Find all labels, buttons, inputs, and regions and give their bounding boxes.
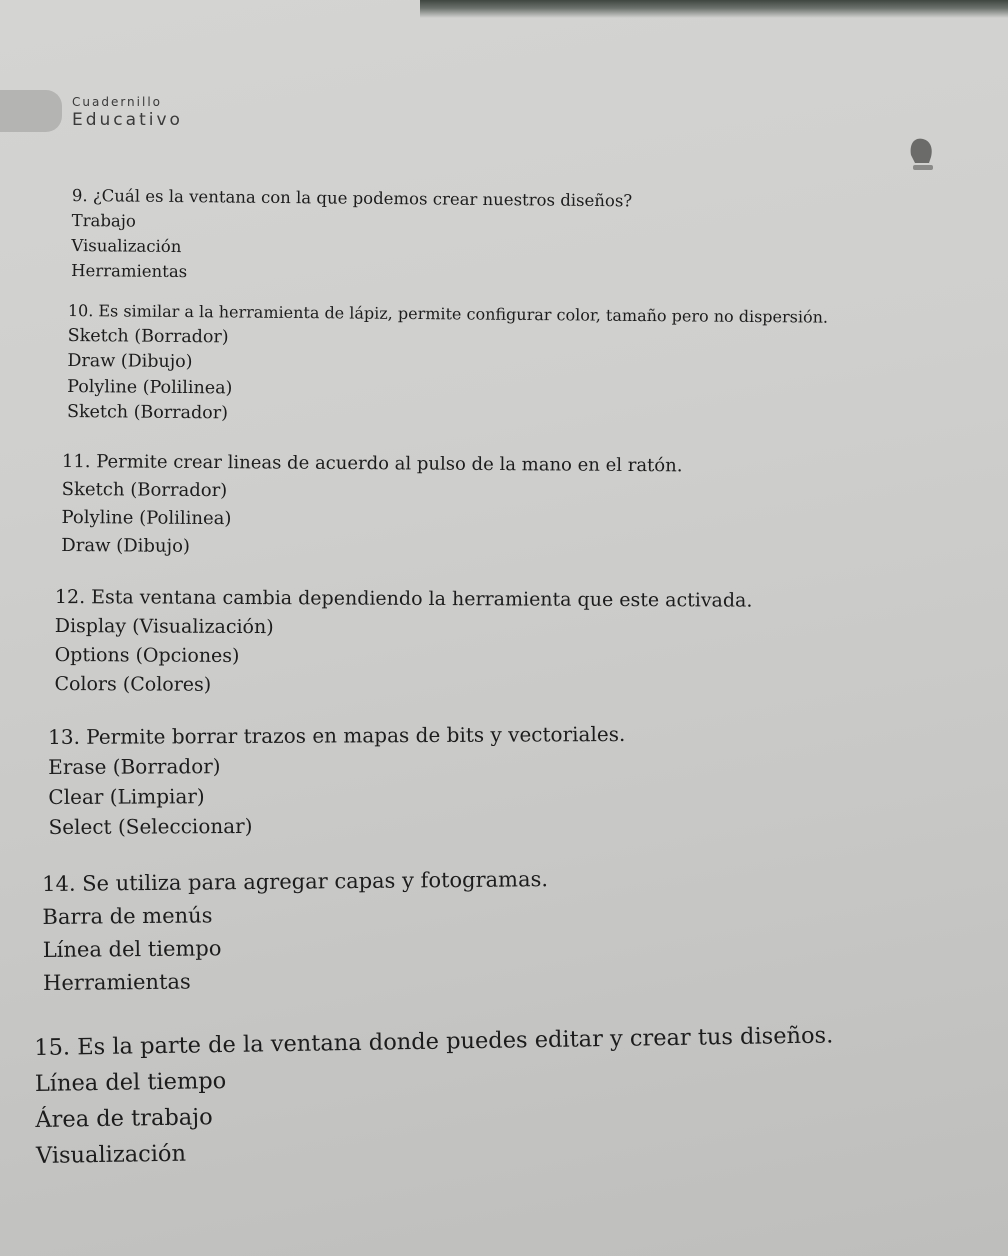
answer-option: Trabajo [71, 210, 136, 231]
logo-shape [0, 90, 62, 132]
answer-option: Línea del tiempo [34, 1067, 227, 1097]
page-edge-shadow [420, 0, 1008, 18]
answer-option: Draw (Dibujo) [61, 534, 191, 557]
question-title: 14. Se utiliza para agregar capas y fotogramas. [42, 867, 549, 896]
question-12 [54, 583, 752, 703]
answer-option: Polyline (Polilinea) [67, 376, 233, 398]
answer-option: Visualización [71, 235, 182, 257]
question-title: 11. Permite crear lineas de acuerdo al pulso de la mano en el ratón. [61, 450, 683, 477]
answer-option: Clear (Limpiar) [48, 784, 205, 809]
question-title: 13. Permite borrar trazos en mapas de bits y vectoriales. [48, 721, 626, 749]
answer-option: Herramientas [71, 260, 188, 282]
question-title: 9. ¿Cuál es la ventana con la que podemos crear nuestros diseños? [71, 185, 633, 211]
answer-option: Draw (Dibujo) [67, 350, 193, 373]
answer-option: Sketch (Borrador) [67, 325, 229, 347]
answer-option: Colors (Colores) [54, 672, 212, 696]
answer-option: Display (Visualización) [54, 614, 274, 639]
answer-option: Línea del tiempo [42, 936, 222, 962]
answer-option: Options (Opciones) [54, 643, 240, 667]
answer-option: Visualización [35, 1140, 187, 1169]
answer-option: Erase (Borrador) [48, 754, 221, 779]
answer-option: Sketch (Borrador) [66, 401, 229, 424]
question-11 [61, 448, 682, 564]
brand-line-1: Cuadernillo [72, 95, 163, 109]
answer-option: Barra de menús [42, 903, 213, 929]
answer-option: Herramientas [42, 969, 191, 995]
question-title: 15. Es la parte de la ventana donde puedes editar y crear tus diseños. [34, 1022, 834, 1061]
brand-logo-text [72, 96, 183, 129]
question-title: 10. Es similar a la herramienta de lápiz, permite configurar color, tamaño pero no dispersión. [67, 300, 829, 327]
question-title: 12. Esta ventana cambia dependiendo la herramienta que este activada. [54, 585, 753, 612]
question-13 [48, 719, 626, 842]
answer-option: Select (Seleccionar) [48, 813, 253, 839]
question-15 [34, 1017, 835, 1174]
answer-option: Área de trabajo [35, 1104, 213, 1133]
corner-graphic-icon [905, 133, 939, 173]
answer-option: Sketch (Borrador) [61, 478, 228, 502]
question-14 [42, 863, 549, 1000]
question-9 [71, 183, 632, 288]
brand-line-2: Educativo [72, 110, 183, 130]
answer-option: Polyline (Polilinea) [61, 506, 232, 530]
question-10 [67, 298, 828, 432]
